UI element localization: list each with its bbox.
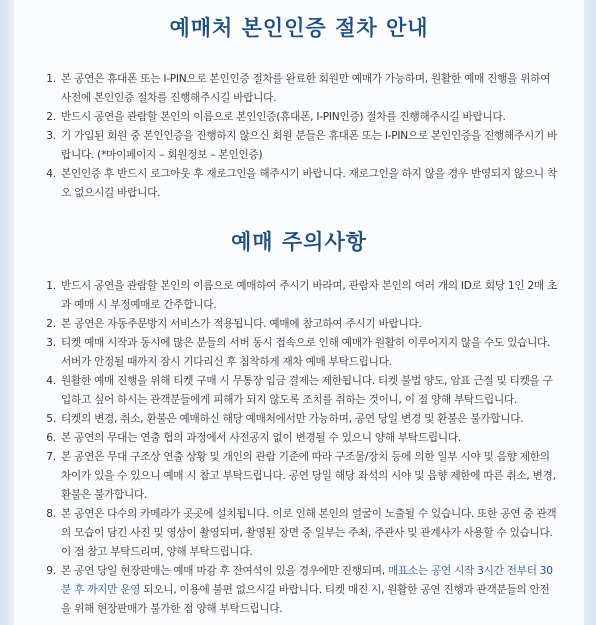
list-item: 4. 본인인증 후 반드시 로그아웃 후 재로그인을 해주시기 바랍니다. 재로그인을 하지 않을 경우 반영되지 않으니 착오 없으시길 바랍니다. (59, 165, 559, 203)
box-office-hours-highlight: 매표소는 공연 시작 3시간 전부터 30분 후 까지만 운영 (61, 565, 553, 596)
list-item: 8. 본 공연은 다수의 카메라가 곳곳에 설치됩니다. 이로 인해 본인의 얼굴이 노출될 수 있습니다. 또한 공연 중 관객의 모습이 담긴 사진 및 영상이 촬영되며, 촬영된 장면 중 일부는 주최, 주관사 및 관계사가 사용할 수 있습니다. 이 점 참고 부탁드리며, 양해 부탁드립니다. (59, 505, 559, 562)
list-item: 6. 본 공연의 무대는 연출 협의 과정에서 사전공지 없이 변경될 수 있으니 양해 부탁드립니다. (59, 429, 559, 448)
list-item: 7. 본 공연은 무대 구조상 연출 상황 및 개인의 관람 기준에 따라 구조물/장치 등에 의한 일부 시야 및 음향 제한의 차이가 있을 수 있으니 예매 시 참고 부탁드립니다. 공연 당일 해당 좌석의 시야 및 음향 제한에 따른 취소, 변경, 환불은 불가합니다. (59, 448, 559, 505)
section-title-cautions: 예매 주의사항 (230, 230, 368, 254)
list-item: 1. 반드시 공연을 관람할 본인의 이름으로 예매하여 주시기 바라며, 관람자 본인의 여러 개의 ID로 회당 1인 2매 초과 예매 시 부정예매로 간주합니다. (59, 277, 559, 315)
list-item (59, 562, 559, 619)
item-text: 본 공연 당일 현장판매는 예매 마감 후 잔여석이 있을 경우에만 진행되며, (61, 565, 388, 577)
list-item: 4. 원활한 예매 진행을 위해 티켓 구매 시 무통장 입금 결제는 제한됩니다. 티켓 불법 양도, 암표 근절 및 티켓을 구입하고 싶어 하시는 관객분들에게 피해가 되지 않도록 조치를 취하는 것이니, 이 점 양해 부탁드립니다. (59, 372, 559, 410)
list-item: 3. 기 가입된 회원 중 본인인증을 진행하지 않으신 회원 분들은 휴대폰 또는 I-PIN으로 본인인증을 진행해주시기 바랍니다. (*마이페이지 – 회원정보 – 본인인증) (59, 127, 559, 165)
section-title-verification: 예매처 본인인증 절차 안내 (169, 16, 429, 40)
list-item: 3. 티켓 예매 시작과 동시에 많은 분들의 서버 동시 접속으로 인해 예매가 원활히 이루어지지 않을 수도 있습니다. 서버가 안정될 때까지 잠시 기다리신 후 침착하게 재차 예매 부탁드립니다. (59, 334, 559, 372)
item-text: 되오니, 이용에 불편 없으시길 바랍니다. 티켓 매진 시, 원활한 공연 진행과 관객분들의 안전을 위해 현장판매가 불가한 점 양해 부탁드립니다. (61, 584, 550, 615)
list-item: 5. 티켓의 변경, 취소, 환불은 예매하신 해당 예매처에서만 가능하며, 공연 당일 변경 및 환불은 불가합니다. (59, 410, 559, 429)
list-item: 2. 본 공연은 자동주문방지 서비스가 적용됩니다. 예매에 참고하여 주시기 바랍니다. (59, 315, 559, 334)
list-item: 1. 본 공연은 휴대폰 또는 I-PIN으로 본인인증 절차를 완료한 회원만 예매가 가능하며, 원활한 예매 진행을 위하여 사전에 본인인증 절차를 진행해주시길 바랍니다. (59, 70, 559, 108)
cautions-list (45, 277, 559, 619)
list-item: 2. 반드시 공연을 관람할 본인의 이름으로 본인인증(휴대폰, I-PIN인증) 절차를 진행해주시길 바랍니다. (59, 108, 559, 127)
notice-panel (14, 0, 584, 625)
verification-list (45, 70, 559, 203)
